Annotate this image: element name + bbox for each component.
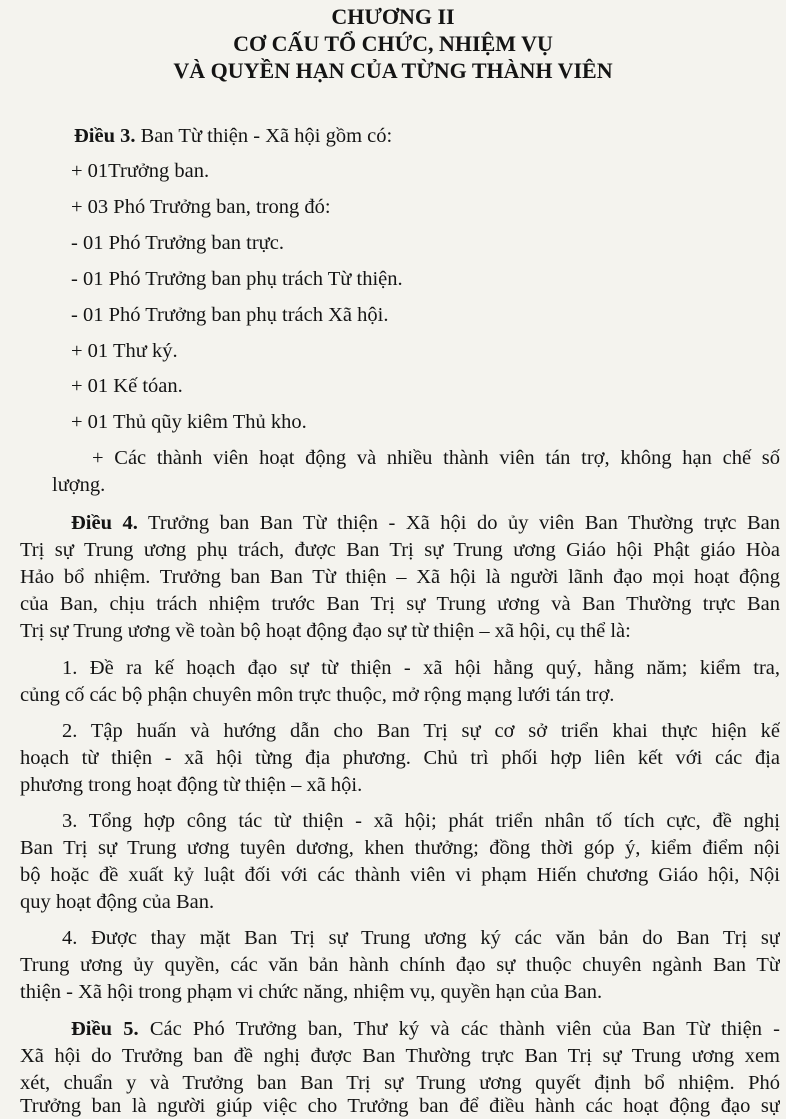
article-4-point-3-line-2: Ban Trị sự Trung ương tuyên dương, khen thưởng; đồng thời góp ý, kiểm điểm nội	[20, 837, 780, 859]
article-4-point-1-line-1: 1. Đề ra kế hoạch đạo sự từ thiện - xã hội hằng quý, hằng năm; kiểm tra,	[62, 657, 780, 679]
article-5-line-4: Trưởng ban là người giúp việc cho Trưởng ban để điều hành các hoạt động đạo sự	[20, 1095, 780, 1117]
article-4-point-4-line-2: Trung ương ủy quyền, các văn bản hành chính đạo sự thuộc chuyên ngành Ban Từ	[20, 954, 780, 976]
article-5-line-2: Xã hội do Trưởng ban đề nghị được Ban Thường trực Ban Trị sự Trung ương xem	[20, 1045, 780, 1067]
article-4-point-4-line-3: thiện - Xã hội trong phạm vi chức năng, nhiệm vụ, quyền hạn của Ban.	[20, 981, 603, 1003]
article-4-point-4-line-1: 4. Được thay mặt Ban Trị sự Trung ương ký các văn bản do Ban Trị sự	[62, 927, 780, 949]
article-5-line-3: xét, chuẩn y và Trưởng ban Ban Trị sự Trung ương quyết định bổ nhiệm. Phó	[20, 1072, 780, 1094]
chapter-title-line-1: CƠ CẤU TỔ CHỨC, NHIỆM VỤ	[233, 31, 553, 56]
article-5-label: Điều 5.	[71, 1018, 139, 1040]
article-4-line-1	[71, 510, 780, 536]
article-4-line-5: Trị sự Trung ương về toàn bộ hoạt động đạo sự từ thiện – xã hội, cụ thể là:	[20, 620, 631, 642]
article-4-line-4: của Ban, chịu trách nhiệm trước Ban Trị sự Trung ương và Ban Thường trực Ban	[20, 593, 780, 615]
article-4-point-3-line-1: 3. Tổng hợp công tác từ thiện - xã hội; phát triển nhân tố tích cực, đề nghị	[62, 810, 780, 832]
article-3-members-line-1: + Các thành viên hoạt động và nhiều thành viên tán trợ, không hạn chế số	[92, 447, 780, 469]
article-4-point-2-line-2: hoạch từ thiện - xã hội từng địa phương. Chủ trì phối hợp liên kết với các địa	[20, 747, 780, 769]
article-3-intro	[74, 123, 392, 149]
chapter-title-line-2: VÀ QUYỀN HẠN CỦA TỪNG THÀNH VIÊN	[173, 58, 613, 83]
article-4-line-3: Hảo bổ nhiệm. Trưởng ban Ban Từ thiện – Xã hội là người lãnh đạo mọi hoạt động	[20, 566, 780, 588]
article-3-label: Điều 3.	[74, 125, 136, 147]
list-item: - 01 Phó Trưởng ban phụ trách Xã hội.	[71, 304, 389, 326]
article-4-point-3-line-3: bộ hoặc đề xuất kỷ luật đối với các thành viên vi phạm Hiến chương Giáo hội, Nội	[20, 864, 780, 886]
article-4-point-1-line-2: củng cố các bộ phận chuyên môn trực thuộc, mở rộng mạng lưới tán trợ.	[20, 684, 615, 706]
article-4-line-1-text: Trưởng ban Ban Từ thiện - Xã hội do ủy viên Ban Thường trực Ban	[148, 512, 780, 534]
article-5-line-1-text: Các Phó Trưởng ban, Thư ký và các thành viên của Ban Từ thiện -	[149, 1018, 780, 1040]
article-4-point-2-line-3: phương trong hoạt động từ thiện – xã hội.	[20, 774, 363, 796]
list-item: + 01 Thủ qũy kiêm Thủ kho.	[71, 411, 307, 433]
list-item: + 01 Thư ký.	[71, 340, 178, 362]
article-5-line-1	[71, 1016, 780, 1042]
list-item: + 01 Kế tóan.	[71, 375, 183, 397]
list-item: - 01 Phó Trưởng ban trực.	[71, 232, 285, 254]
article-4-line-2: Trị sự Trung ương phụ trách, được Ban Trị sự Trung ương Giáo hội Phật giáo Hòa	[20, 539, 780, 561]
article-3-intro-text: Ban Từ thiện - Xã hội gồm có:	[140, 125, 393, 147]
list-item: - 01 Phó Trưởng ban phụ trách Từ thiện.	[71, 268, 403, 290]
article-4-point-3-line-4: quy hoạt động của Ban.	[20, 891, 215, 913]
list-item: + 03 Phó Trưởng ban, trong đó:	[71, 196, 331, 218]
article-4-point-2-line-1: 2. Tập huấn và hướng dẫn cho Ban Trị sự cơ sở triển khai thực hiện kế	[62, 720, 780, 742]
list-item: + 01Trưởng ban.	[71, 160, 210, 182]
article-3-members-line-2: lượng.	[52, 474, 106, 496]
chapter-heading: CHƯƠNG II	[331, 4, 455, 29]
article-4-label: Điều 4.	[71, 512, 138, 534]
